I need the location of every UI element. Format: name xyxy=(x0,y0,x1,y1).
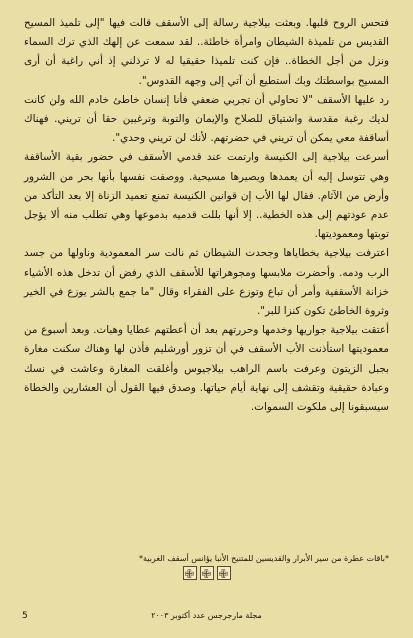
paragraph: رد عليها الأسقف "لا تحاولي أن تجربي ضعفي فأنا إنسان خاطئ خادم الله ولن كانت لديك رغبة مقدسة واشتياق للصلاح والإيمان والتوبة وترغبين حقا أن تريني. فهناك أساقفة معي يمكن أن تريني في حضرتهم. لأنك لن تريني وحدي". xyxy=(24,93,389,145)
cross-icon: ✙ xyxy=(201,567,212,581)
paragraph: أسرعت بيلاجية إلى الكنيسة وارتمت عند قدمي الأسقف في حضور بقية الأساقفة وهي تتوسل إليه أن يعمدها ويصيرها مسيحية. ووصفت نفسها بأنها بحر من الشرور وأرض من الآثام. فقال لها الأب إن قوانين الكنيسة تمنع تعميد الزناة إلا بعد التأكد من عدم عودتهم إلى هذه الخطية.. إلا أنها بللت قدميه بدموعها وهي تطلب منه ألا يؤجل توبتها ومعموديتها. xyxy=(24,151,389,241)
cross-ornaments xyxy=(0,566,413,580)
paragraph: اعترفت بيلاجية بخطاياها وجحدت الشيطان ثم نالت سر المعمودية وناولها من جسد الرب ودمه. وأحضرت ملابسها ومجوهراتها للأسقف الذي رفض أن تدخل هذه الأشياء خزانة الأسقفية وأمر أن تباع وتوزع على الفقراء وقال "ما جمع بالشر يوزع في الخير وثروة الخاطئ تكون كنزا للبر". xyxy=(24,247,389,318)
journal-footer: مجلة مارجرجس عدد أكتوبر ٢٠٠٣ xyxy=(151,611,262,620)
paragraph: فتحس الروح قلبها. وبعثت بيلاجية رسالة إلى الأسقف قالت فيها "إلى تلميذ المسيح القديس من تلميذة الشيطان وامرأة خاطئة.. لقد سمعت عن إلهك الذي ترك السماء ونزل من أجل الخطاة.. فإن كنت تلميذا حقيقيا له لا ترذلني إذ أني راغبة أن أرى المسيح بواسطتك وبك أستطيع أن آتي إلى وجهه القدوس". xyxy=(24,17,389,87)
article-body xyxy=(24,14,389,417)
paragraph: أعتقت بيلاجية جواريها وخدمها وحررتهم بعد أن أعطتهم عطايا وهبات. وبعد أسبوع من معموديتها استأذنت الأب الأسقف في أن تزور أورشليم فأذن لها وهناك سكنت مغارة بجبل الزيتون وعرفت باسم الراهب بيلاجيوس وأغلقت المغارة وعاشت في نسك وعبادة حقيقية وتقشف إلى نهاية أيام حياتها. وصدق فيها القول أن العشارين والخطاة سيسبقونا إلى ملكوت السموات. xyxy=(24,324,389,414)
source-footnote: *باقات عطرة من سير الأبرار والقديسين للمتنيح الأنبا يؤانس أسقف الغربية* xyxy=(139,554,389,563)
page-number: 5 xyxy=(22,611,28,621)
cross-icon: ✙ xyxy=(184,567,195,581)
cross-icon: ✙ xyxy=(218,567,229,581)
